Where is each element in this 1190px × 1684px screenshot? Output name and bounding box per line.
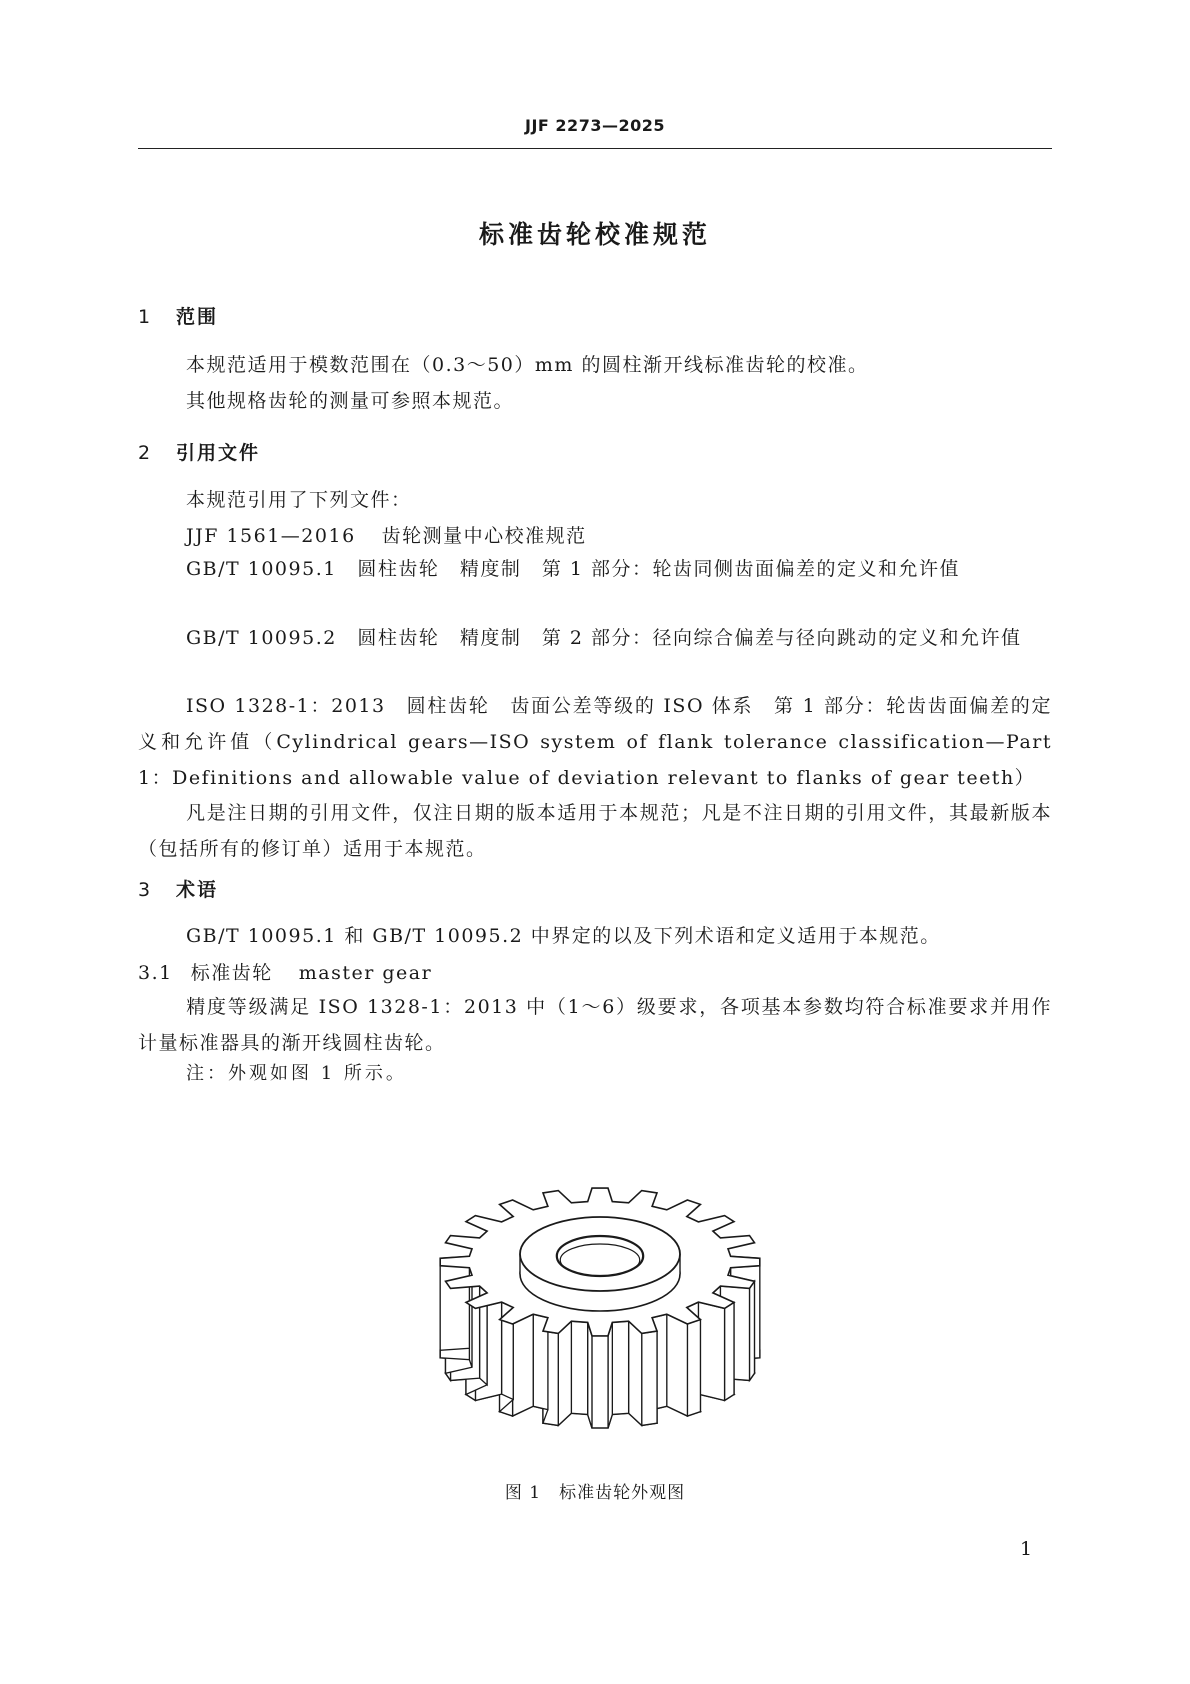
term-definition: 精度等级满足 ISO 1328-1：2013 中（1～6）级要求，各项基本参数均符合标准要求并用作计量标准器具的渐开线圆柱齿轮。 xyxy=(138,996,1052,1054)
scope-paragraph-2: 其他规格齿轮的测量可参照本规范。 xyxy=(186,390,515,412)
reference-item-4: ISO 1328-1：2013 圆柱齿轮 齿面公差等级的 ISO 体系 第 1 部分：轮齿齿面偏差的定义和允许值（Cylindrical gears—ISO system of flank tolerance classification—Part 1：Definitions and allowable value of deviation relevant to flanks of gear teeth） xyxy=(138,695,1052,789)
gear-side-face xyxy=(513,1314,534,1416)
section-number: 2 xyxy=(138,442,153,464)
page-number: 1 xyxy=(1020,1538,1033,1560)
terms-intro: GB/T 10095.1 和 GB/T 10095.2 中界定的以及下列术语和定义适用于本规范。 xyxy=(186,925,941,947)
gear-side-face xyxy=(558,1321,571,1425)
term-english: master gear xyxy=(298,962,433,984)
section-1-heading xyxy=(138,302,218,329)
gear-side-face xyxy=(749,1281,754,1380)
gear-side-face xyxy=(698,1302,724,1400)
references-dating-note: 凡是注日期的引用文件，仅注日期的版本适用于本规范；凡是不注日期的引用文件，其最新版本（包括所有的修订单）适用于本规范。 xyxy=(138,802,1052,860)
section-number: 1 xyxy=(138,306,153,328)
term-note: 注：外观如图 1 所示。 xyxy=(186,1063,407,1084)
references-intro: 本规范引用了下列文件： xyxy=(186,489,412,511)
gear-side-face xyxy=(629,1321,642,1425)
gear-side-face xyxy=(642,1331,657,1425)
figure-label: 图 1 xyxy=(504,1483,542,1503)
figure-caption xyxy=(138,1478,1052,1503)
term-chinese: 标准齿轮 xyxy=(190,962,273,984)
term-3-1 xyxy=(138,958,1052,985)
gear-side-face xyxy=(667,1314,688,1416)
gear-side-face xyxy=(571,1321,587,1414)
reference-title: 齿轮测量中心校准规范 xyxy=(381,525,587,547)
term-number: 3.1 xyxy=(138,962,173,984)
gear-side-face xyxy=(687,1320,700,1416)
gear-side-face xyxy=(612,1321,628,1414)
gear-illustration xyxy=(432,1178,768,1436)
section-title: 引用文件 xyxy=(176,442,261,464)
reference-item-1 xyxy=(138,518,1052,554)
header-divider xyxy=(138,148,1052,149)
section-3-heading xyxy=(138,875,218,902)
reference-item-2: GB/T 10095.1 圆柱齿轮 精度制 第 1 部分：轮齿同侧齿面偏差的定义和允许值 xyxy=(186,558,960,580)
scope-paragraph-1: 本规范适用于模数范围在（0.3～50）mm 的圆柱渐开线标准齿轮的校准。 xyxy=(186,354,869,376)
section-2-heading xyxy=(138,438,260,465)
section-number: 3 xyxy=(138,879,153,901)
section-title: 术语 xyxy=(176,879,219,901)
reference-item-3: GB/T 10095.2 圆柱齿轮 精度制 第 2 部分：径向综合偏差与径向跳动的定义和允许值 xyxy=(186,627,1022,649)
gear-side-face xyxy=(725,1302,734,1400)
figure-title: 标准齿轮外观图 xyxy=(559,1483,686,1503)
reference-code: JJF 1561—2016 xyxy=(186,525,356,547)
figure-1 xyxy=(432,1178,768,1436)
gear-side-face xyxy=(440,1256,469,1350)
running-header: JJF 2273—2025 xyxy=(525,116,665,135)
gear-side-face xyxy=(592,1336,608,1428)
section-title: 范围 xyxy=(176,306,219,328)
document-title: 标准齿轮校准规范 xyxy=(478,220,711,249)
